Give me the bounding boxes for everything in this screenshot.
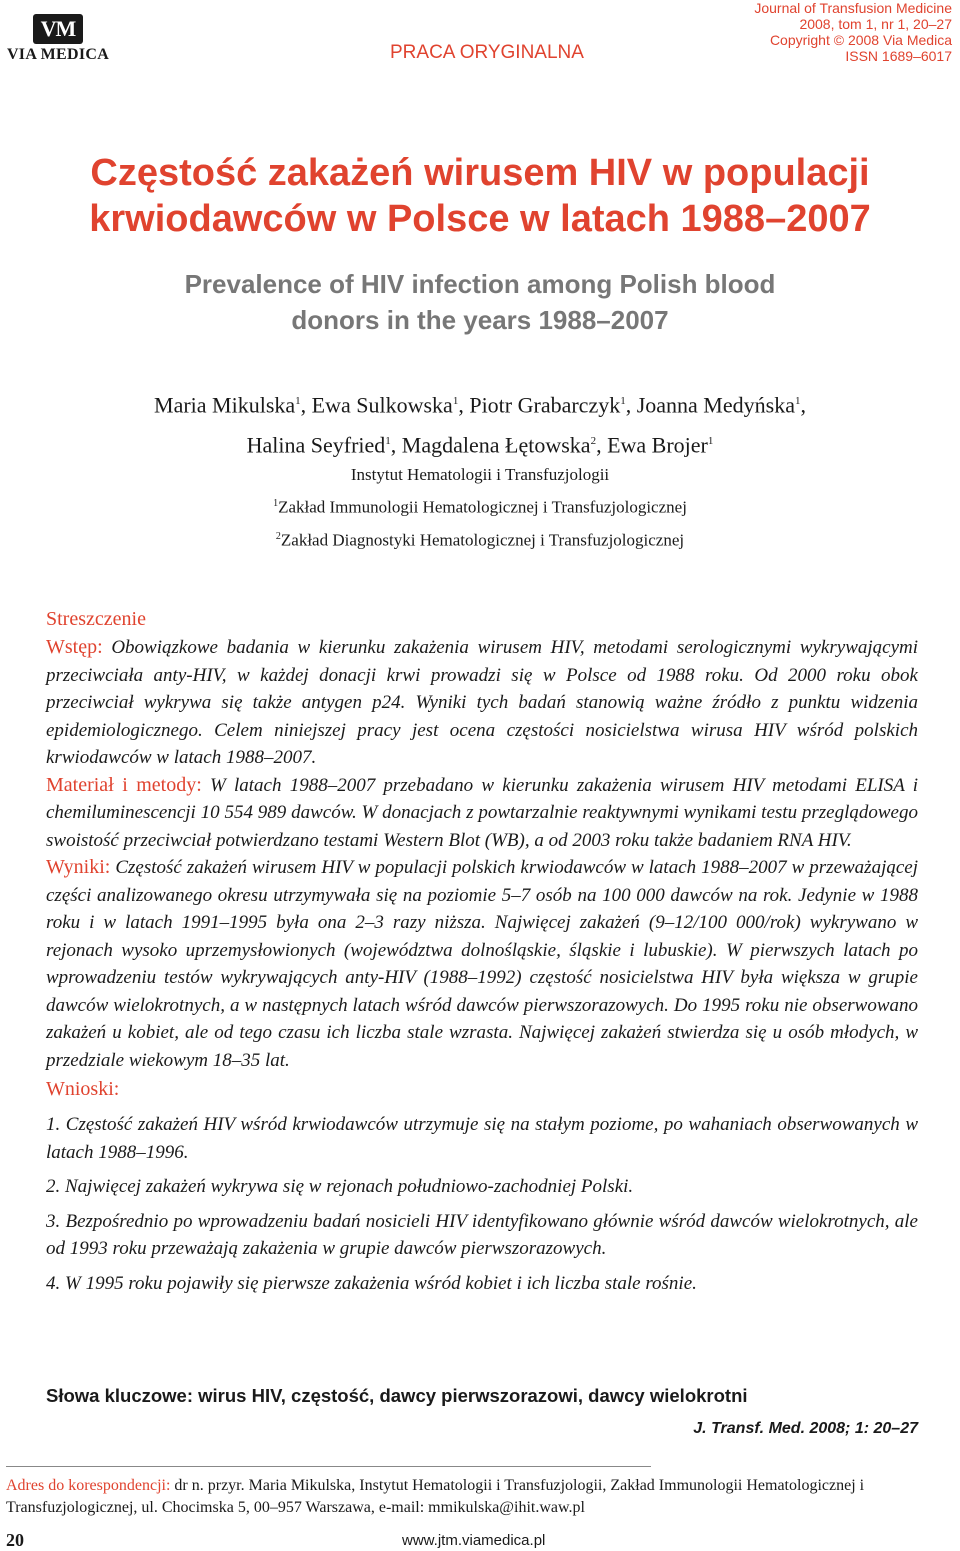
conclusion-item: 3. Bezpośrednio po wprowadzeniu badań nosicieli HIV identyfikowano głównie wśród dawców wielokrotnych, ale od 1993 roku przeważają zakażenia w grupie dawców pierwszorazowych. xyxy=(46,1210,918,1259)
address-text: dr n. przyr. Maria Mikulska, Instytut Hematologii i Transfuzjologii, Zakład Immunologii Hematologicznej i Transfuzjologicznej, ul. Chocimska 5, 00–957 Warszawa, e-mail: mmikulska@ihit.waw.pl xyxy=(6,1477,865,1516)
author-name: Magdalena Łętowska xyxy=(401,432,591,458)
journal-volume: 2008, tom 1, nr 1, 20–27 xyxy=(799,16,952,32)
address-label: Adres do korespondencji: xyxy=(6,1477,171,1494)
section-label: PRACA ORYGINALNA xyxy=(390,42,584,63)
title-english-line2: donors in the years 1988–2007 xyxy=(291,305,669,335)
results-text: Częstość zakażeń wirusem HIV w populacji polskich krwiodawców w latach 1988–2007 w przeważającej części analizowanego okresu utrzymywała się na poziomie 5–7 osób na 100 000 dawców na rok. Jedynie w 1988 roku i w latach 1991–1995 była ona 2–3 razy niższa. Najwięcej zakażeń (9–12/100 000/rok) wykrywano w rejonach wysoko uprzemysłowionych (województwa dolnośląskie, śląskie i lubuskie). W pierwszych latach po wprowadzeniu testów wykrywających anty-HIV (1988–1992) częstość nosicielstwa HIV była większa w grupie dawców wielokrotnych, a w następnych latach wśród dawców pierwszorazowych. Do 1995 roku nie obserwowano zakażeń u kobiet, ale od tego czasu ich liczba stale wzrasta. Najwięcej zakażeń stwierdza się u osób młodych, w przedziale wiekowym 18–35 lat. xyxy=(46,857,918,1071)
journal-copyright: Copyright © 2008 Via Medica xyxy=(769,32,952,48)
footnote-divider xyxy=(6,1466,651,1467)
abstract-methods xyxy=(46,772,918,855)
author-list xyxy=(0,383,960,464)
author-name: Maria Mikulska xyxy=(154,392,296,418)
abstract-heading: Streszczenie xyxy=(46,608,146,630)
author-name: Ewa Brojer xyxy=(607,432,708,458)
affiliation-sup: 1 xyxy=(273,498,279,509)
logo-name: VIA MEDICA xyxy=(6,46,110,63)
title-polish xyxy=(0,150,960,242)
author-affiliation-sup: 1 xyxy=(620,395,626,407)
abstract xyxy=(46,604,918,1297)
methods-label: Materiał i metody: xyxy=(46,773,202,796)
citation: J. Transf. Med. 2008; 1: 20–27 xyxy=(693,1420,918,1437)
author-affiliation-sup: 2 xyxy=(590,435,597,448)
conclusion-item: 2. Najwięcej zakażeń wykrywa się w rejonach południowo-zachodniej Polski. xyxy=(46,1176,634,1197)
author-line-1: Maria Mikulska$^1$, Ewa Sulkowska$^1$, Piotr Grabarczyk$^1$, Joanna Medyńska$^1$, xyxy=(154,392,806,418)
affiliation-dept-2 xyxy=(0,522,960,555)
results-label: Wyniki: xyxy=(46,856,111,878)
author-name: Ewa Sulkowska xyxy=(311,392,453,418)
publisher-logo xyxy=(6,14,110,64)
keywords: Słowa kluczowe: wirus HIV, częstość, dawcy pierwszorazowi, dawcy wielokrotni xyxy=(46,1385,748,1406)
affiliation-dept-1-name: Zakład Immunologii Hematologicznej i Transfuzjologicznej xyxy=(278,497,687,517)
author-affiliation-sup: 1 xyxy=(295,395,301,407)
methods-text: W latach 1988–2007 przebadano w kierunku zakażenia wirusem HIV metodami ELISA i chemiluminescencji 10 554 989 dawców. W donacjach z powtarzalnie reaktywnymi wynikami testu przeglądowego swoistość przeciwciał potwierdzano testami Western Blot (WB), a od 2003 roku także badaniem RNA HIV. xyxy=(46,774,918,851)
intro-text: Obowiązkowe badania w kierunku zakażenia wirusem HIV, metodami serologicznymi wykrywającymi przeciwciała anty-HIV, w każdej donacji krwi prowadzi się w Polsce od 1988 roku. Od 2000 roku obok przeciwciał wykrywa się także antygen p24. Wyniki tych badań stanowią ważne źródło z punktu widzenia epidemiologicznego. Celem niniejszej pracy jest ocena częstości nosicielstwa wirusa HIV wśród polskich krwiodawców w latach 1988–2007. xyxy=(46,637,919,768)
title-polish-line1: Częstość zakażeń wirusem HIV w populacji xyxy=(90,152,870,194)
affiliation-sup: 2 xyxy=(275,530,281,542)
conclusion-item: 1. Częstość zakażeń HIV wśród krwiodawców utrzymuje się na stałym poziome, po wahaniach obserwowanych w latach 1988–1996. xyxy=(46,1114,918,1163)
affiliations xyxy=(0,460,960,554)
title-english-line1: Prevalence of HIV infection among Polish blood xyxy=(184,269,776,299)
logo-mark: VM xyxy=(33,14,83,44)
title-english xyxy=(0,266,960,338)
correspondence-address xyxy=(6,1475,936,1519)
journal-name: Journal of Transfusion Medicine xyxy=(754,0,952,16)
author-affiliation-sup: 1 xyxy=(794,395,801,407)
affiliation-dept-1 xyxy=(0,489,960,522)
intro-label: Wstęp: xyxy=(46,636,103,658)
page-number: 20 xyxy=(6,1530,24,1550)
author-name: Joanna Medyńska xyxy=(636,392,795,418)
author-affiliation-sup: 1 xyxy=(707,435,714,448)
abstract-intro xyxy=(46,634,918,772)
author-name: Piotr Grabarczyk xyxy=(469,392,621,418)
author-affiliation-sup: 1 xyxy=(385,435,391,448)
author-line-2: Halina Seyfried$^1$, Magdalena Łętowska$^2$, Ewa Brojer$^1$ xyxy=(246,432,714,458)
title-polish-line2: krwiodawców w Polsce w latach 1988–2007 xyxy=(89,198,871,240)
journal-issn: ISSN 1689–6017 xyxy=(845,48,952,64)
affiliation-dept-2-name: Zakład Diagnostyki Hematologicznej i Transfuzjologicznej xyxy=(280,530,685,550)
conclusions-label: Wnioski: xyxy=(46,1078,120,1100)
journal-info xyxy=(754,0,952,64)
journal-url: www.jtm.viamedica.pl xyxy=(402,1532,546,1549)
conclusion-item: 4. W 1995 roku pojawiły się pierwsze zakażenia wśród kobiet i ich liczba stale rośnie. xyxy=(46,1272,697,1294)
abstract-results xyxy=(46,854,918,1074)
author-affiliation-sup: 1 xyxy=(452,395,459,407)
affiliation-institute: Instytut Hematologii i Transfuzjologii xyxy=(350,465,610,484)
author-name: Halina Seyfried xyxy=(246,432,386,458)
